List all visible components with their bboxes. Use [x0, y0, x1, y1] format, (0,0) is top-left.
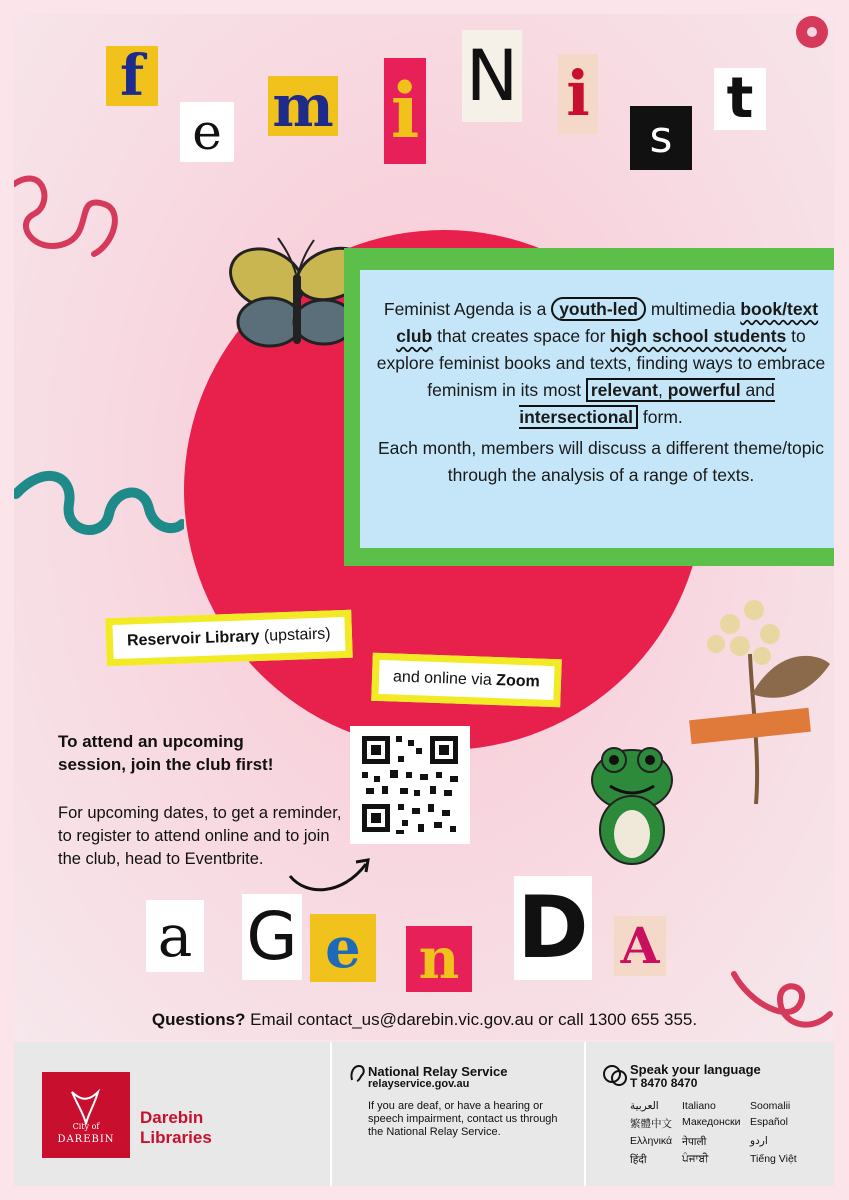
- flower-top-right-icon: [790, 14, 834, 54]
- language-item: Español: [750, 1116, 788, 1128]
- title-letter-m: m: [268, 76, 338, 136]
- title-letter-e: e: [180, 102, 234, 162]
- language-item: Soomalii: [750, 1100, 791, 1112]
- language-phone: T 8470 8470: [630, 1076, 698, 1090]
- questions-line: Questions? Email contact_us@darebin.vic.gov.au or call 1300 655 355.: [151, 1010, 698, 1029]
- title-letter-N: N: [462, 30, 522, 122]
- qr-code-pattern: [350, 726, 470, 844]
- language-item: Tiếng Việt: [750, 1153, 797, 1165]
- language-item: 繁體中文: [630, 1118, 672, 1130]
- title-letter-s: s: [630, 106, 692, 170]
- arrow-icon: [286, 840, 382, 900]
- language-item: ਪੰਜਾਬੀ: [682, 1153, 709, 1165]
- language-item: اردو: [750, 1135, 768, 1147]
- hearing-ear-icon: [348, 1064, 366, 1084]
- language-list: [630, 1100, 830, 1167]
- eventbrite-qr-code[interactable]: [350, 726, 470, 844]
- city-of-darebin-logo: [42, 1072, 130, 1158]
- language-item: Македонски: [682, 1116, 741, 1128]
- language-title: Speak your language: [630, 1062, 761, 1077]
- nrs-description: If you are deaf, or have a hearing or speech impairment, contact us through the National Relay Service.: [368, 1100, 558, 1138]
- logo-darebin: DAREBIN: [57, 1134, 115, 1145]
- nrs-link[interactable]: relayservice.gov.au: [368, 1078, 470, 1090]
- agenda-letter-n: n: [406, 926, 472, 992]
- language-item: नेपाली: [682, 1136, 707, 1148]
- pressed-flower-icon: [670, 584, 834, 814]
- agenda-letter-D: D: [514, 876, 592, 980]
- description-text: Feminist Agenda is a youth-led multimedia book/text club that creates space for high school students to explore feminist books and texts, finding ways to embrace feminism in its most relevant, powerful and intersectional form. Each month, members will discuss a different theme/topic through the analysis of a range of texts.: [376, 296, 826, 489]
- squiggle-top-left: [14, 164, 134, 264]
- title-letter-f: f: [106, 46, 158, 106]
- nrs-title: National Relay Service: [368, 1064, 508, 1079]
- language-item: हिंदी: [630, 1154, 647, 1166]
- darebin-libraries-wordmark: Darebin Libraries: [140, 1108, 212, 1147]
- agenda-letter-A: A: [614, 916, 666, 976]
- logo-city-of: City of: [72, 1122, 100, 1131]
- attend-instructions: For upcoming dates, to get a reminder, to register to attend online and to join the club, head to Eventbrite.: [58, 804, 342, 868]
- language-item: Ελληνικά: [630, 1135, 673, 1147]
- speech-bubbles-icon: [602, 1064, 628, 1088]
- description-theme: Each month, members will discuss a different theme/topic through the analysis of a range of texts.: [377, 438, 825, 485]
- footer-divider: [584, 1042, 586, 1186]
- title-letter-t: t: [714, 68, 766, 130]
- frog-icon: [580, 740, 690, 870]
- footer-divider: [330, 1042, 332, 1186]
- agenda-letter-e: e: [310, 914, 376, 982]
- agenda-letter-a: a: [146, 900, 204, 972]
- darebin-bird-icon: [42, 1072, 130, 1158]
- location-library: Reservoir Library (upstairs): [105, 610, 352, 667]
- title-letter-i: i: [384, 58, 426, 164]
- footer: [14, 1042, 834, 1186]
- squiggle-left-teal: [14, 454, 184, 554]
- language-item: Italiano: [682, 1100, 716, 1112]
- attend-heading: To attend an upcoming session, join the club first!: [58, 732, 274, 774]
- agenda-letter-G: G: [242, 894, 302, 980]
- language-item: العربية: [630, 1100, 659, 1112]
- poster-background: [14, 14, 834, 1040]
- location-online: and online via Zoom: [371, 653, 561, 708]
- title-letter-i2: i: [558, 54, 598, 134]
